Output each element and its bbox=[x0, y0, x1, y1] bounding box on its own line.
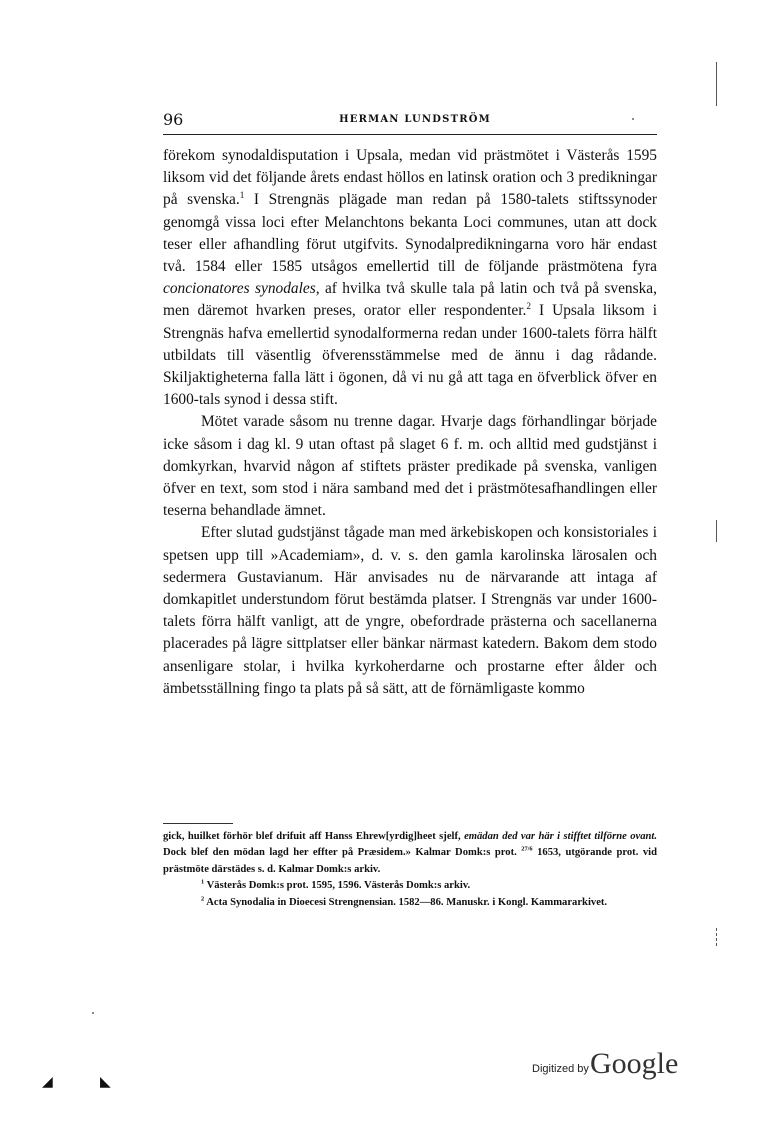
scan-edge-mark-top bbox=[716, 62, 717, 106]
footnote-continued: gick, huilket förhör blef drifuit aff Hanss Ehrew[yrdig]heet sjelf, emädan ded var här i stifftet tilförne ovant. Dock blef den mödan lagd her effter på Præsidem.» Kalmar Domk:s prot. $^{27/6}$ 1653, utgörande prot. vid prästmöte därstädes s. d. Kalmar Domk:s arkiv. bbox=[163, 831, 658, 875]
scan-dot bbox=[92, 1012, 94, 1014]
footnote-1: $^1$ Västerås Domk:s prot. 1595, 1596. Västerås Domk:s arkiv. bbox=[201, 878, 471, 892]
footnote-rule bbox=[163, 823, 233, 824]
paragraph-3: Efter slutad gudstjänst tågade man med ärkebiskopen och konsistoriales i spetsen upp till »Academiam», d. v. s. den gamla karolinska lärosalen och sedermera Gustavianum. Här anvisades nu de närvarande att intaga af domkapitlet understundom förut bestämda platser. I Strengnäs var under 1600-talets förra hälft vanligt, att de yngre, obefordrade prästerna och sacellanerna placerades på lägre sittplatser eller bänkar närmast katedern. Bakom dem stodo ansenligare stolar, i hvilka kyrkoherdarne och prostarne efter ålder och ämbetsställning fingo ta plats på så sätt, att de förnämligaste kommo bbox=[163, 524, 657, 697]
running-title: HERMAN LUNDSTRÖM bbox=[339, 114, 491, 125]
paragraph-1: förekom synodaldisputation i Upsala, medan vid prästmötet i Västerås 1595 liksom vid det följande årets endast höllos en latinsk oration och 3 predikningar på svenska.$^1$ I Strengnäs plägade man redan på 1580-talets stiftssynoder genomgå vissa loci efter Melanchtons bekanta Loci communes, utan att dock teser eller afhandling förut utgifvits. Synodalpredikningarna voro här endast två. 1584 eller 1585 utsågos emellertid till de följande prästmötena fyra concionatores synodales, af hvilka två skulle tala på latin och två på svenska, men däremot hvarken preses, orator eller respondenter.$^2$ I Upsala liksom i Strengnäs hafva emellertid synodalformerna redan under 1600-talets förra hälft utbildats till väsentlig öfverensstämmelse med de ännu i dag rådande. Skiljaktigheterna falla lätt i ögonen, då vi nu gå att taga en öfverblick öfver en 1600-tals synod i dessa stift. bbox=[163, 147, 657, 409]
scan-edge-mark-middle bbox=[716, 520, 717, 542]
footnote-ref-1: 1 bbox=[239, 190, 245, 201]
header-rule bbox=[163, 134, 657, 135]
scan-edge-mark-bottom bbox=[716, 928, 717, 946]
scan-dot bbox=[632, 118, 634, 120]
page-number: 96 bbox=[163, 110, 184, 129]
footnotes bbox=[163, 829, 657, 911]
italic-term: concionatores synodales, bbox=[163, 280, 320, 298]
date-fraction: 27/6 bbox=[521, 845, 533, 853]
digitized-by-label: Digitized by bbox=[532, 1063, 589, 1075]
body-text bbox=[163, 145, 657, 700]
footnote-2: $^2$ Acta Synodalia in Dioecesi Strengnensian. 1582—86. Manuskr. i Kongl. Kammararkivet. bbox=[201, 895, 608, 908]
paragraph-2: Mötet varade såsom nu trenne dagar. Hvarje dags förhandlingar började icke såsom i dag kl. 9 utan oftast på slaget 6 f. m. och alltid med gudstjänst i domkyrkan, hvarvid någon af stiftets präster predikade på svenska, vanligen öfver en text, som stod i nära samband med det i prästmötesafhandlingen eller teserna behandlade ämnet. bbox=[163, 413, 657, 520]
footnote-ref-2: 2 bbox=[526, 301, 531, 312]
corner-mark-left-icon: ◢ bbox=[42, 1074, 53, 1090]
google-logo: Google bbox=[590, 1047, 679, 1080]
corner-mark-right-icon: ◣ bbox=[100, 1074, 111, 1090]
